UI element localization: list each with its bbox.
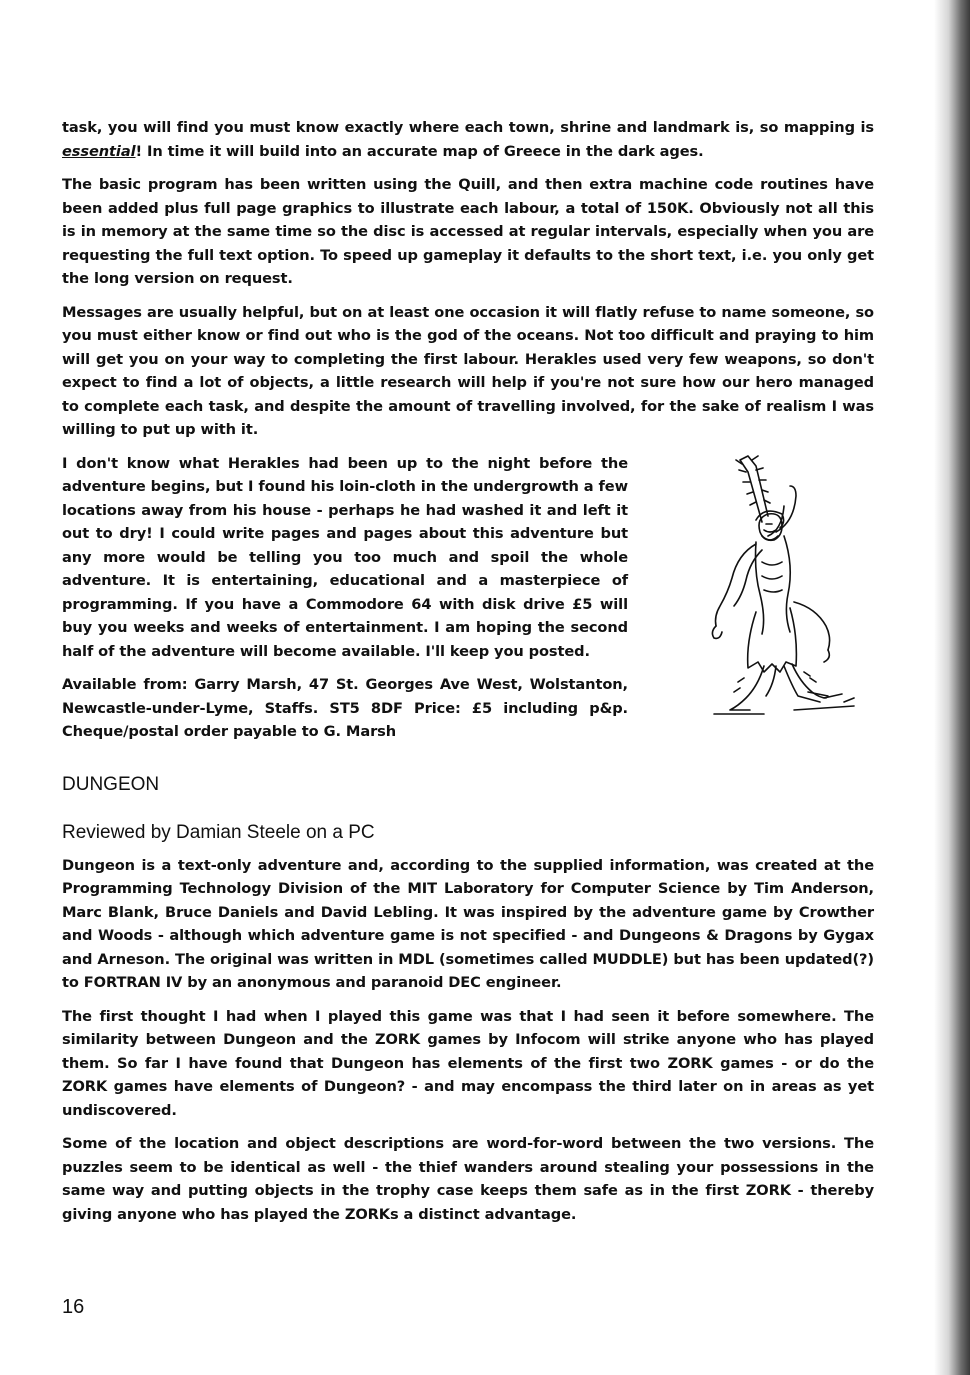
page-edge-shadow [934, 0, 970, 1375]
paragraph-mapping-start: task, you will find you must know exactly where each town, shrine and landmark is, so mapping is [62, 119, 874, 136]
essential-emphasis: essential [62, 142, 136, 160]
paragraph-descriptions: Some of the location and object descriptions are word-for-word between the two versions. The puzzles seem to be identical as well - the thief wanders around stealing your possessions in the same way and putting objects in the trophy case keeps them safe as in the first ZORK - thereby giving anyone who has played the ZORKs a distinct advantage. [62, 1135, 874, 1223]
article-content [62, 116, 874, 1236]
paragraph-zork-similarity: The first thought I had when I played this game was that I had seen it before somewhere. The similarity between Dungeon and the ZORK games by Infocom will strike anyone who has played them. So far I have found that Dungeon has elements of the first two ZORK games - or do the ZORK games have elements of Dungeon? - and may encompass the third later on in areas as yet undiscovered. [62, 1007, 874, 1119]
paragraph-program: The basic program has been written using the Quill, and then extra machine code routines have been added plus full page graphics to illustrate each labour, a total of 150K. Obviously not all this is in memory at the same time so the disc is accessed at regular intervals, especially when you are requesting the full text option. To speed up gameplay it defaults to the short text, i.e. you only get the long version on request. [62, 176, 874, 287]
page-number: 16 [62, 1296, 85, 1318]
paragraph-loin-cloth-text: I don't know what Herakles had been up to the night before the adventure begins, but I found his loin-cloth in the undergrowth a few locations away from his house - perhaps he had washed it and left it out to dry! I could write pages and pages about this adventure but any more would be telling you too much and spoil the whole adventure. It is entertaining, educational and a masterpiece of programming. If you have a Commodore 64 with disk drive £5 will buy you weeks and weeks of entertainment. I am hoping the second half of the adventure will become available. I'll keep you posted. [62, 454, 628, 660]
section-heading: DUNGEON [62, 773, 160, 795]
review-byline: Reviewed by Damian Steele on a PC [62, 821, 375, 843]
paragraph-messages: Messages are usually helpful, but on at least one occasion it will flatly refuse to name someone, so you must either know or find out who is the god of the oceans. Not too difficult and praying to him will get you on your way to completing the first labour. Herakles used very few weapons, so don't expect to find a lot of objects, a little research will help if you're not sure how our hero managed to complete each task, and despite the amount of travelling involved, for the sake of realism I was willing to put up with it. [62, 303, 874, 438]
paragraph-loin-cloth [62, 452, 874, 664]
paragraph-mapping [62, 116, 874, 163]
paragraph-mapping-end: ! In time it will build into an accurate map of Greece in the dark ages. [135, 142, 704, 160]
paragraph-availability: Available from: Garry Marsh, 47 St. Georges Ave West, Wolstanton, Newcastle-under-Lyme, Staffs. ST5 8DF Price: £5 including p&p. Cheque/postal order payable to G. Marsh [62, 676, 628, 740]
herakles-illustration [644, 452, 874, 720]
paragraph-dungeon-intro: Dungeon is a text-only adventure and, according to the supplied information, was created at the Programming Technology Division of the MIT Laboratory for Computer Science by Tim Anderson, Marc Blank, Bruce Daniels and David Lebling. It was inspired by the adventure game by Crowther and Woods - although which adventure game is not specified - and Dungeons & Dragons by Gygax and Arneson. The original was written in MDL (sometimes called MUDDLE) but has been updated(?) to FORTRAN IV by an anonymous and paranoid DEC engineer. [62, 856, 874, 991]
